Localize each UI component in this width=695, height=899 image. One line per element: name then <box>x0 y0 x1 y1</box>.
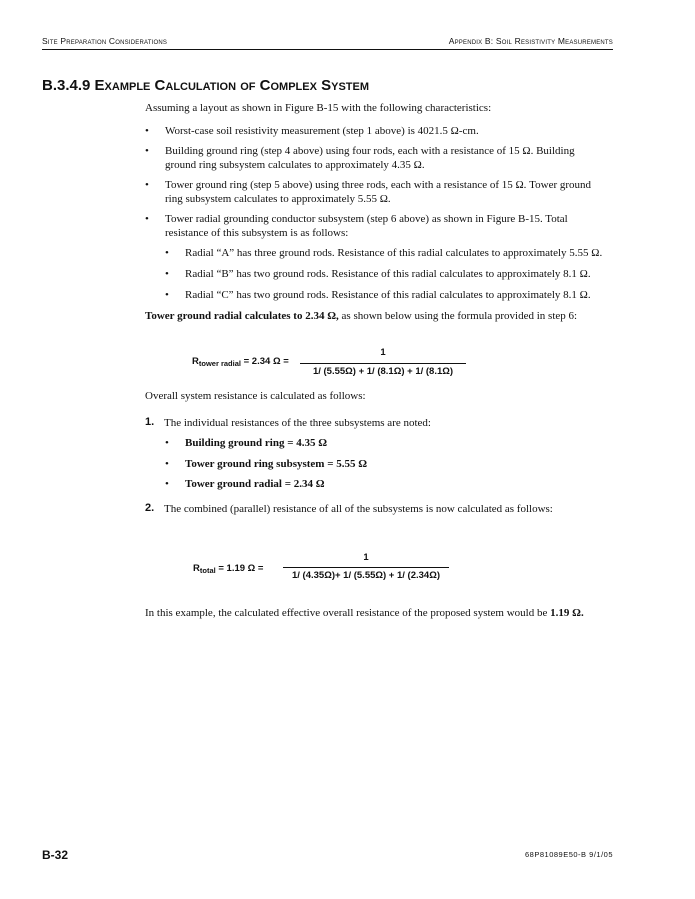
formula1-subscript: tower radial <box>198 359 241 368</box>
formula1-numerator: 1 <box>380 347 386 358</box>
step-number: 2. <box>145 502 155 514</box>
formula2-fraction-bar <box>283 567 449 568</box>
formula1-eq: = 2.34 Ω = <box>243 356 289 367</box>
conclusion-rest: In this example, the calculated effective overall resistance of the proposed system would be <box>145 607 551 619</box>
formula2-eq: = 1.19 Ω = <box>218 563 264 574</box>
header-right: Appendix B: Soil Resistivity Measurements <box>448 36 613 46</box>
section-title: B.3.4.9 Example Calculation of Complex System <box>42 77 370 94</box>
formula2-numerator: 1 <box>363 552 369 563</box>
radial-result-text <box>145 309 577 323</box>
overall-intro-text: Overall system resistance is calculated as follows: <box>145 390 366 402</box>
intro-text: Assuming a layout as shown in Figure B-15 with the following characteristics: <box>145 102 492 114</box>
step-text: The combined (parallel) resistance of all of the subsystems is now calculated as follows: <box>164 503 553 515</box>
radial-result-rest: as shown below using the formula provided in step 6: <box>338 310 578 322</box>
header-rule <box>42 49 613 50</box>
radial-result-bold: Tower ground radial calculates to 2.34 Ω, <box>145 310 339 322</box>
formula1-r: R <box>192 356 199 367</box>
conclusion-text <box>145 606 584 620</box>
conclusion-bold: 1.19 Ω. <box>550 607 584 619</box>
step-text: The individual resistances of the three subsystems are noted: <box>164 417 431 429</box>
page-number: B-32 <box>42 848 69 862</box>
formula2-subscript: total <box>199 566 216 575</box>
document-id: 68P81089E50-B 9/1/05 <box>525 850 613 859</box>
formula2-denominator: 1/ (4.35Ω)+ 1/ (5.55Ω) + 1/ (2.34Ω) <box>291 570 440 581</box>
formula1-fraction-bar <box>300 363 466 364</box>
formula1-denominator: 1/ (5.55Ω) + 1/ (8.1Ω) + 1/ (8.1Ω) <box>312 366 454 377</box>
formula2-r: R <box>193 563 200 574</box>
header-left: Site Preparation Considerations <box>42 36 168 46</box>
step-number: 1. <box>145 416 155 428</box>
